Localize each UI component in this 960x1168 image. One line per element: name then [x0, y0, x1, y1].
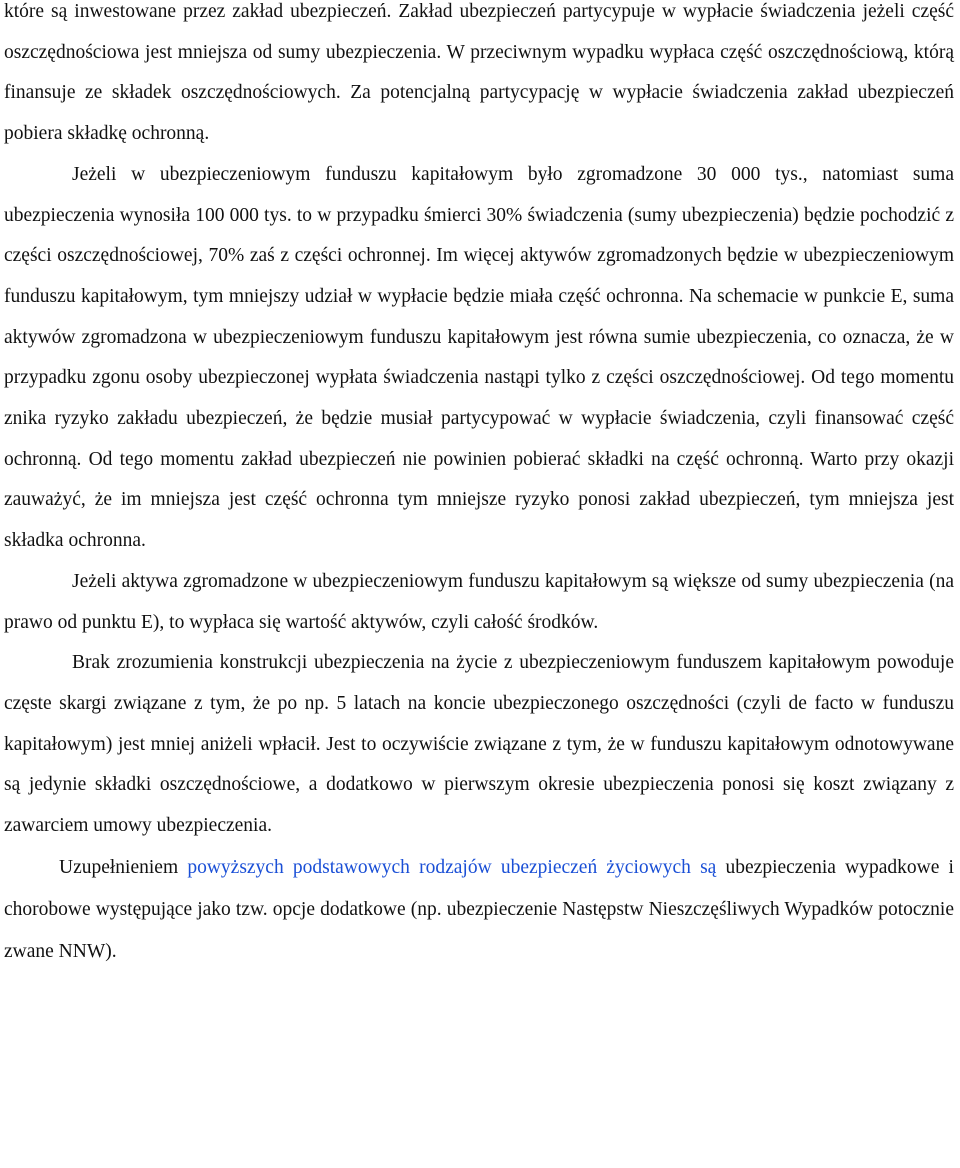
paragraph-5	[4, 847, 954, 973]
paragraph-5-tail: ubezpieczenia wypadkowe i chorobowe występujące jako tzw. opcje dodatkowe (np. ubezpieczenie Następstw Nieszczęśliwych Wypadków potocznie zwane NNW).	[4, 856, 954, 962]
hyperlink-text[interactable]: powyższych podstawowych rodzajów ubezpieczeń życiowych są	[187, 856, 717, 878]
paragraph-2: Jeżeli w ubezpieczeniowym funduszu kapitałowym było zgromadzone 30 000 tys., natomiast suma ubezpieczenia wynosiła 100 000 tys. to w przypadku śmierci 30% świadczenia (sumy ubezpieczenia) będzie pochodzić z części oszczędnościowej, 70% zaś z części ochronnej. Im więcej aktywów zgromadzonych będzie w ubezpieczeniowym funduszu kapitałowym, tym mniejszy udział w wypłacie będzie miała część ochronna. Na schemacie w punkcie E, suma aktywów zgromadzona w ubezpieczeniowym funduszu kapitałowym jest równa sumie ubezpieczenia, co oznacza, że w przypadku zgonu osoby ubezpieczonej wypłata świadczenia nastąpi tylko z części oszczędnościowej. Od tego momentu znika ryzyko zakładu ubezpieczeń, że będzie musiał partycypować w wypłacie świadczenia, czyli finansować część ochronną. Od tego momentu zakład ubezpieczeń nie powinien pobierać składki na część ochronną. Warto przy okazji zauważyć, że im mniejsza jest część ochronna tym mniejsze ryzyko ponosi zakład ubezpieczeń, tym mniejsza jest składka ochronna.	[4, 163, 954, 552]
paragraph-5-lead: Uzupełnieniem	[59, 856, 188, 878]
paragraph-4: Brak zrozumienia konstrukcji ubezpieczenia na życie z ubezpieczeniowym funduszem kapitałowym powoduje częste skargi związane z tym, że po np. 5 latach na koncie ubezpieczonego oszczędności (czyli de facto w funduszu kapitałowym) jest mniej aniżeli wpłacił. Jest to oczywiście związane z tym, że w funduszu kapitałowym odnotowywane są jedynie składki oszczędnościowe, a dodatkowo w pierwszym okresie ubezpieczenia ponosi się koszt związany z zawarciem umowy ubezpieczenia.	[4, 652, 954, 837]
paragraph-3: Jeżeli aktywa zgromadzone w ubezpieczeniowym funduszu kapitałowym są większe od sumy ubezpieczenia (na prawo od punktu E), to wypłaca się wartość aktywów, czyli całość środków.	[4, 570, 954, 633]
paragraph-1: które są inwestowane przez zakład ubezpieczeń. Zakład ubezpieczeń partycypuje w wypłacie świadczenia jeżeli część oszczędnościowa jest mniejsza od sumy ubezpieczenia. W przeciwnym wypadku wypłaca część oszczędnościową, którą finansuje ze składek oszczędnościowych. Za potencjalną partycypację w wypłacie świadczenia zakład ubezpieczeń pobiera składkę ochronną.	[4, 1, 954, 145]
